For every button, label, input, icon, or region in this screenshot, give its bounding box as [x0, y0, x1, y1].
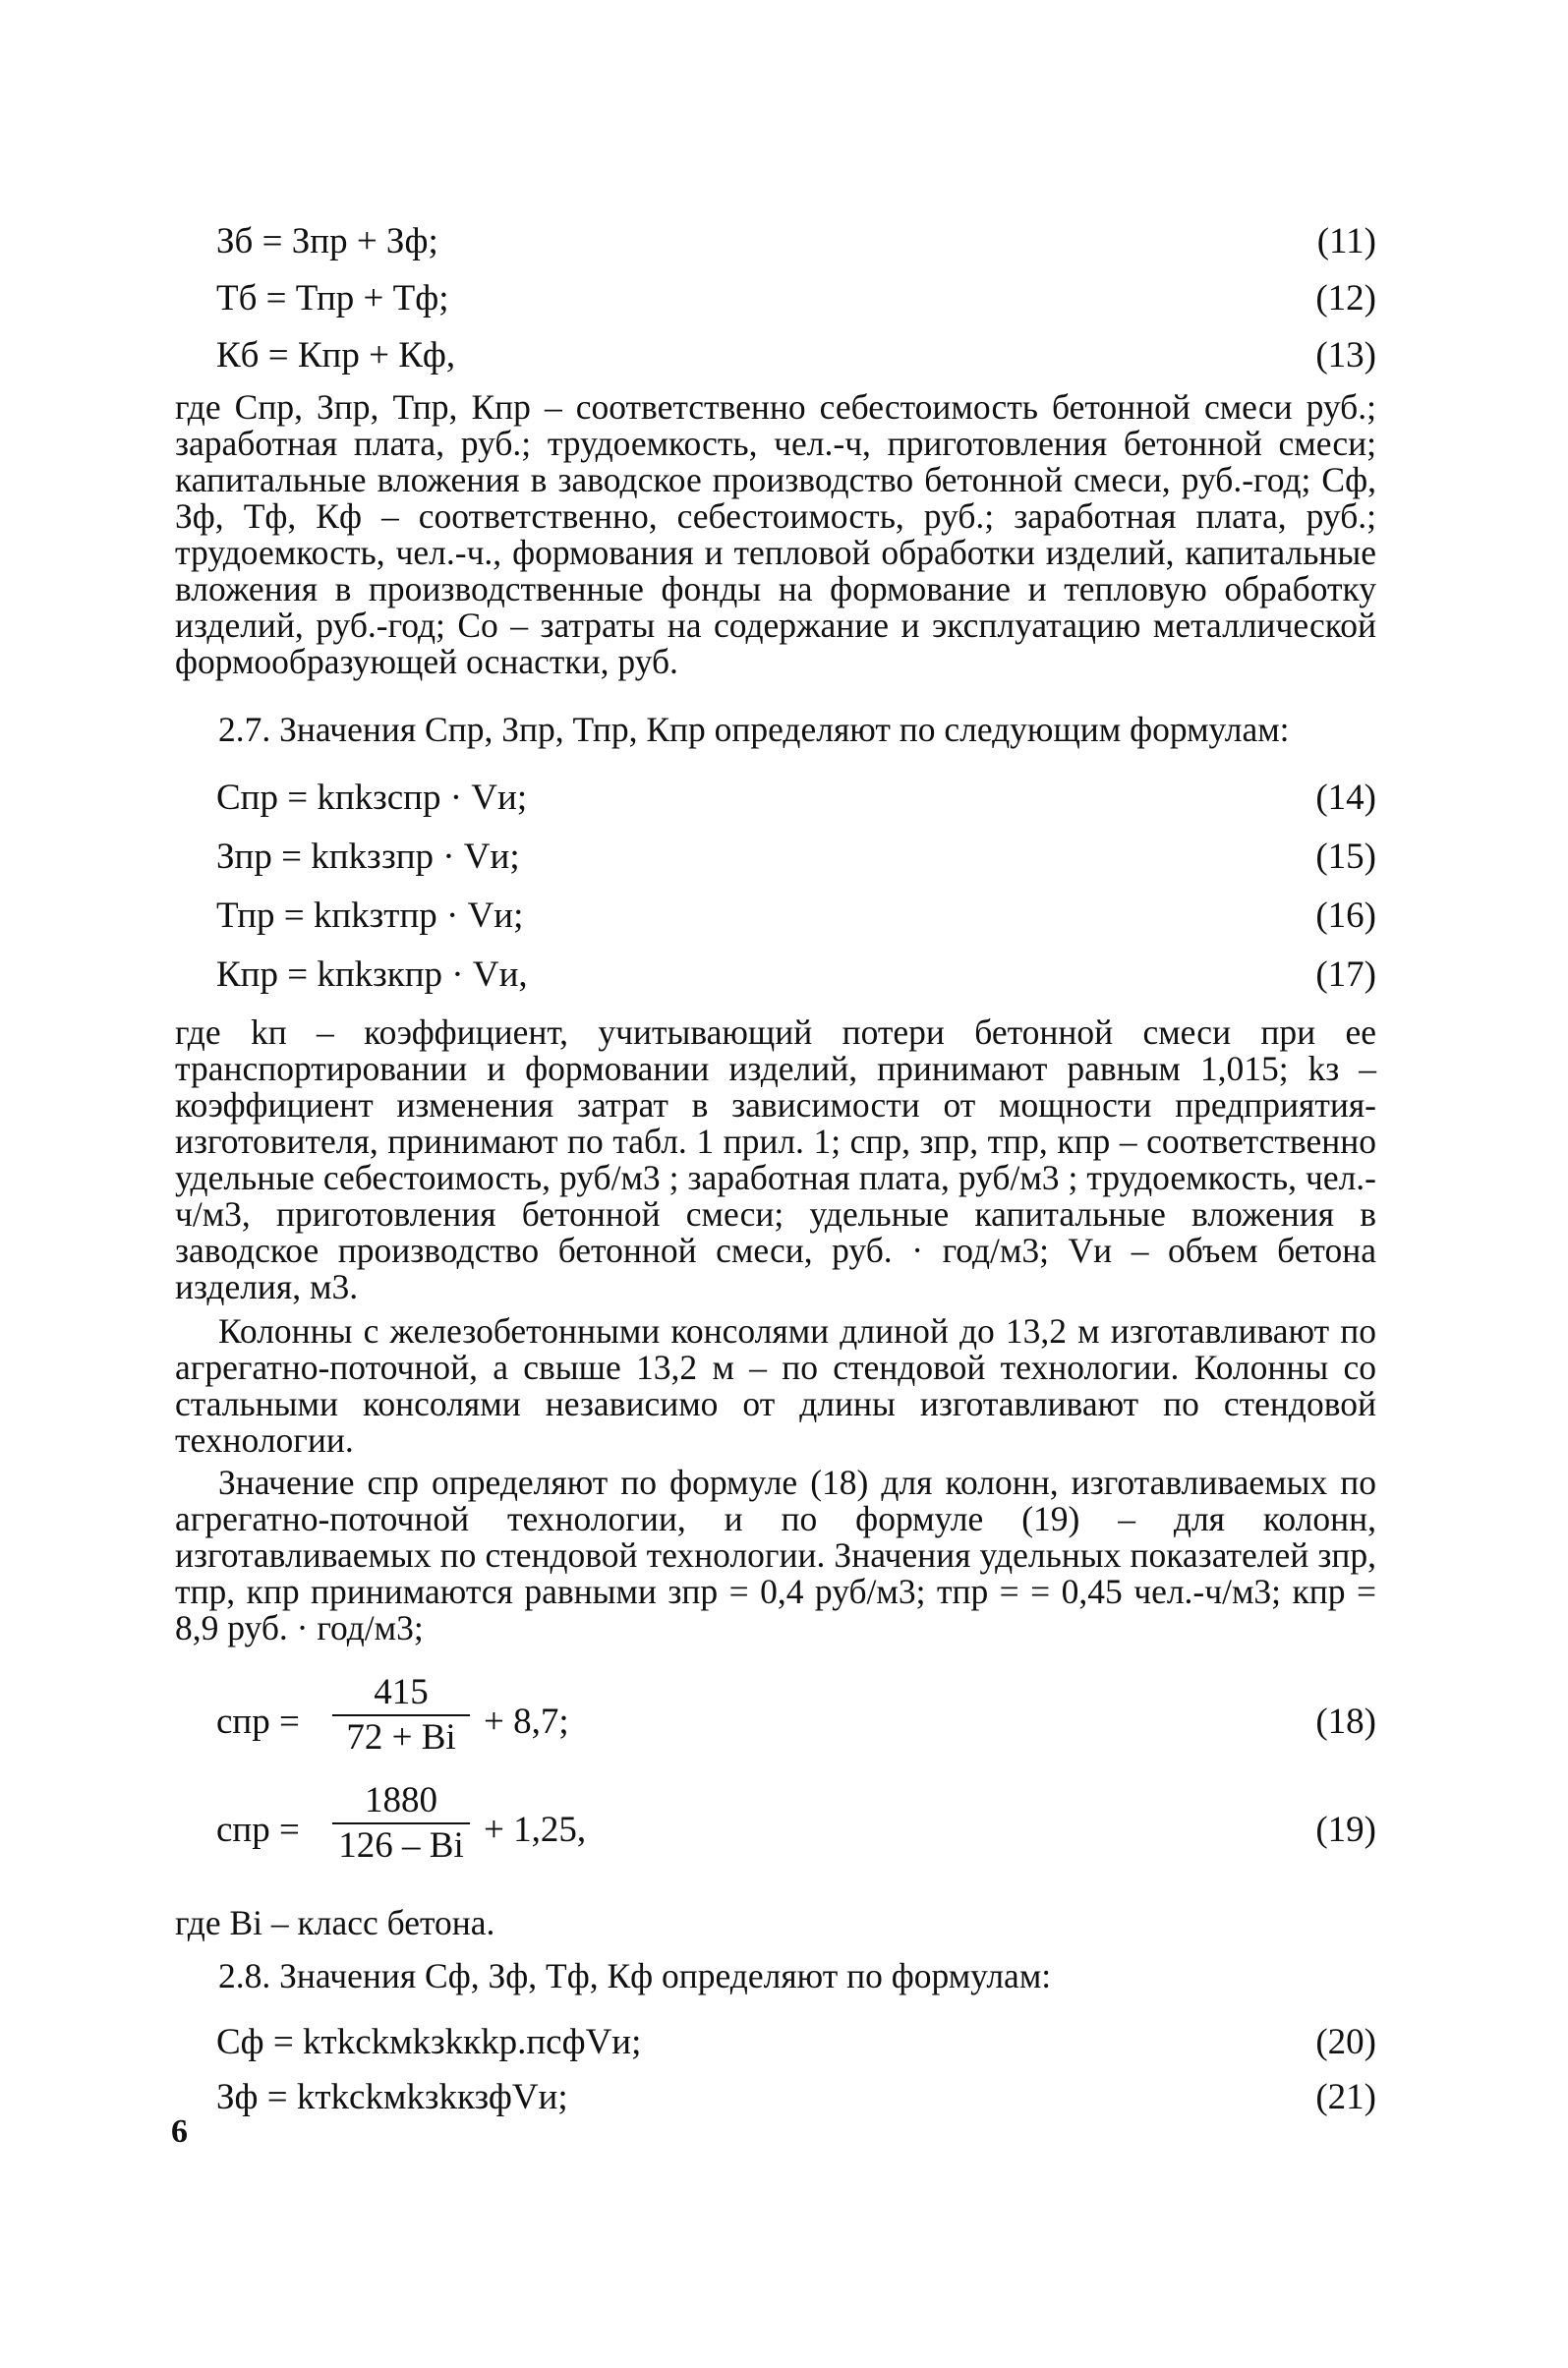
equation-formula: Тб = Тпр + Тф;: [216, 278, 449, 318]
page-number: 6: [171, 2113, 188, 2150]
paragraph-definitions-2: где kп – коэффициент, учитывающий потери бетонной смеси при ее транспортировании и формовании изделий, принимают равным 1,015; kз – коэффициент изменения затрат в зависимости от мощности предприятия-изготовителя, принимают по табл. 1 прил. 1; спр, зпр, тпр, кпр – соответственно удельные себестоимость, руб/м3 ; заработная плата, руб/м3 ; трудоемкость, чел.-ч/м3, приготовления бетонной смеси; удельные капитальные вложения в заводское производство бетонной смеси, руб. · год/м3; Vи – объем бетона изделия, м3.: [175, 1012, 1376, 1306]
equation-formula: Кпр = kпkзкпр · Vи,: [216, 954, 528, 995]
section-2-8-heading: 2.8. Значения Сф, Зф, Тф, Кф определяют по формулам:: [218, 1956, 1052, 1995]
equation-formula: Кб = Кпр + Кф,: [216, 335, 456, 375]
equation-number: (16): [1315, 895, 1376, 936]
equation-18: [216, 1671, 1376, 1779]
equation-lhs: спр =: [216, 1810, 300, 1850]
equation-15: [216, 834, 1376, 881]
equation-number: (17): [1315, 954, 1376, 995]
equation-formula: Зпр = kпkззпр · Vи;: [216, 837, 520, 877]
fraction-denominator: 126 – Bi: [338, 1825, 464, 1866]
section-2-7-heading: 2.7. Значения Спр, Зпр, Тпр, Кпр определяют по следующим формулам:: [218, 710, 1290, 749]
paragraph-columns: Колонны с железобетонными консолями длиной до 13,2 м изготавливают по агрегатно-поточной, а свыше 13,2 м – по стендовой технологии. Колонны со стальными консолями независимо от длины изготавливают по стендовой технологии.: [175, 1311, 1376, 1460]
equation-formula: Тпр = kпkзтпр · Vи;: [216, 895, 524, 936]
fraction-numerator: 1880: [332, 1779, 470, 1824]
equation-number: (14): [1315, 778, 1376, 818]
fraction-denominator: 72 + Bi: [346, 1717, 456, 1758]
fraction: [332, 1779, 470, 1868]
equation-20: [216, 2019, 1376, 2066]
equation-number: (12): [1315, 278, 1376, 318]
equation-19: [216, 1779, 1376, 1887]
equation-formula: Зб = Зпр + Зф;: [216, 221, 438, 261]
equation-21: [216, 2074, 1376, 2121]
equation-number: (21): [1315, 2077, 1376, 2117]
equation-11: [216, 218, 1376, 265]
fraction-numerator: 415: [332, 1671, 470, 1716]
equation-number: (20): [1315, 2022, 1376, 2062]
equation-lhs: спр =: [216, 1702, 300, 1742]
equation-number: (15): [1315, 837, 1376, 877]
equation-tail: + 8,7;: [484, 1702, 569, 1742]
equation-12: [216, 275, 1376, 322]
equation-number: (13): [1315, 335, 1376, 375]
equation-tail: + 1,25,: [484, 1810, 587, 1850]
equation-number: (11): [1316, 221, 1376, 261]
paragraph-specific-values: Значение спр определяют по формуле (18) для колонн, изготавливаемых по агрегатно-поточной технологии, и по формуле (19) – для колонн, изготавливаемых по стендовой технологии. Значения удельных показателей зпр, тпр, кпр принимаются равными зпр = 0,4 руб/м3; тпр = = 0,45 чел.-ч/м3; кпр = 8,9 руб. · год/м3;: [175, 1463, 1376, 1647]
equation-13: [216, 332, 1376, 379]
equation-number: (19): [1315, 1810, 1376, 1850]
equation-formula: Сф = kтkсkмkзkкkр.пcфVи;: [216, 2022, 642, 2062]
equation-number: (18): [1315, 1702, 1376, 1742]
equation-14: [216, 775, 1376, 822]
equation-17: [216, 952, 1376, 999]
equation-formula: Спр = kпkзспр · Vи;: [216, 778, 528, 818]
equation-16: [216, 893, 1376, 940]
equation-formula: Зф = kтkсkмkзkкзфVи;: [216, 2077, 568, 2117]
paragraph-definitions-1: где Спр, Зпр, Тпр, Кпр – соответственно себестоимость бетонной смеси руб.; заработная плата, руб.; трудоемкость, чел.-ч, приготовления бетонной смеси; капитальные вложения в заводское производство бетонной смеси, руб.-год; Сф, Зф, Тф, Кф – соответственно, себестоимость, руб.; заработная плата, руб.; трудоемкость, чел.-ч., формования и тепловой обработки изделий, капитальные вложения в производственные фонды на формование и тепловую обработку изделий, руб.-год; Со – затраты на содержание и эксплуатацию металлической формообразующей оснастки, руб.: [175, 387, 1376, 681]
paragraph-concrete-class: где Bi – класс бетона.: [175, 1903, 495, 1942]
fraction: [332, 1671, 470, 1760]
